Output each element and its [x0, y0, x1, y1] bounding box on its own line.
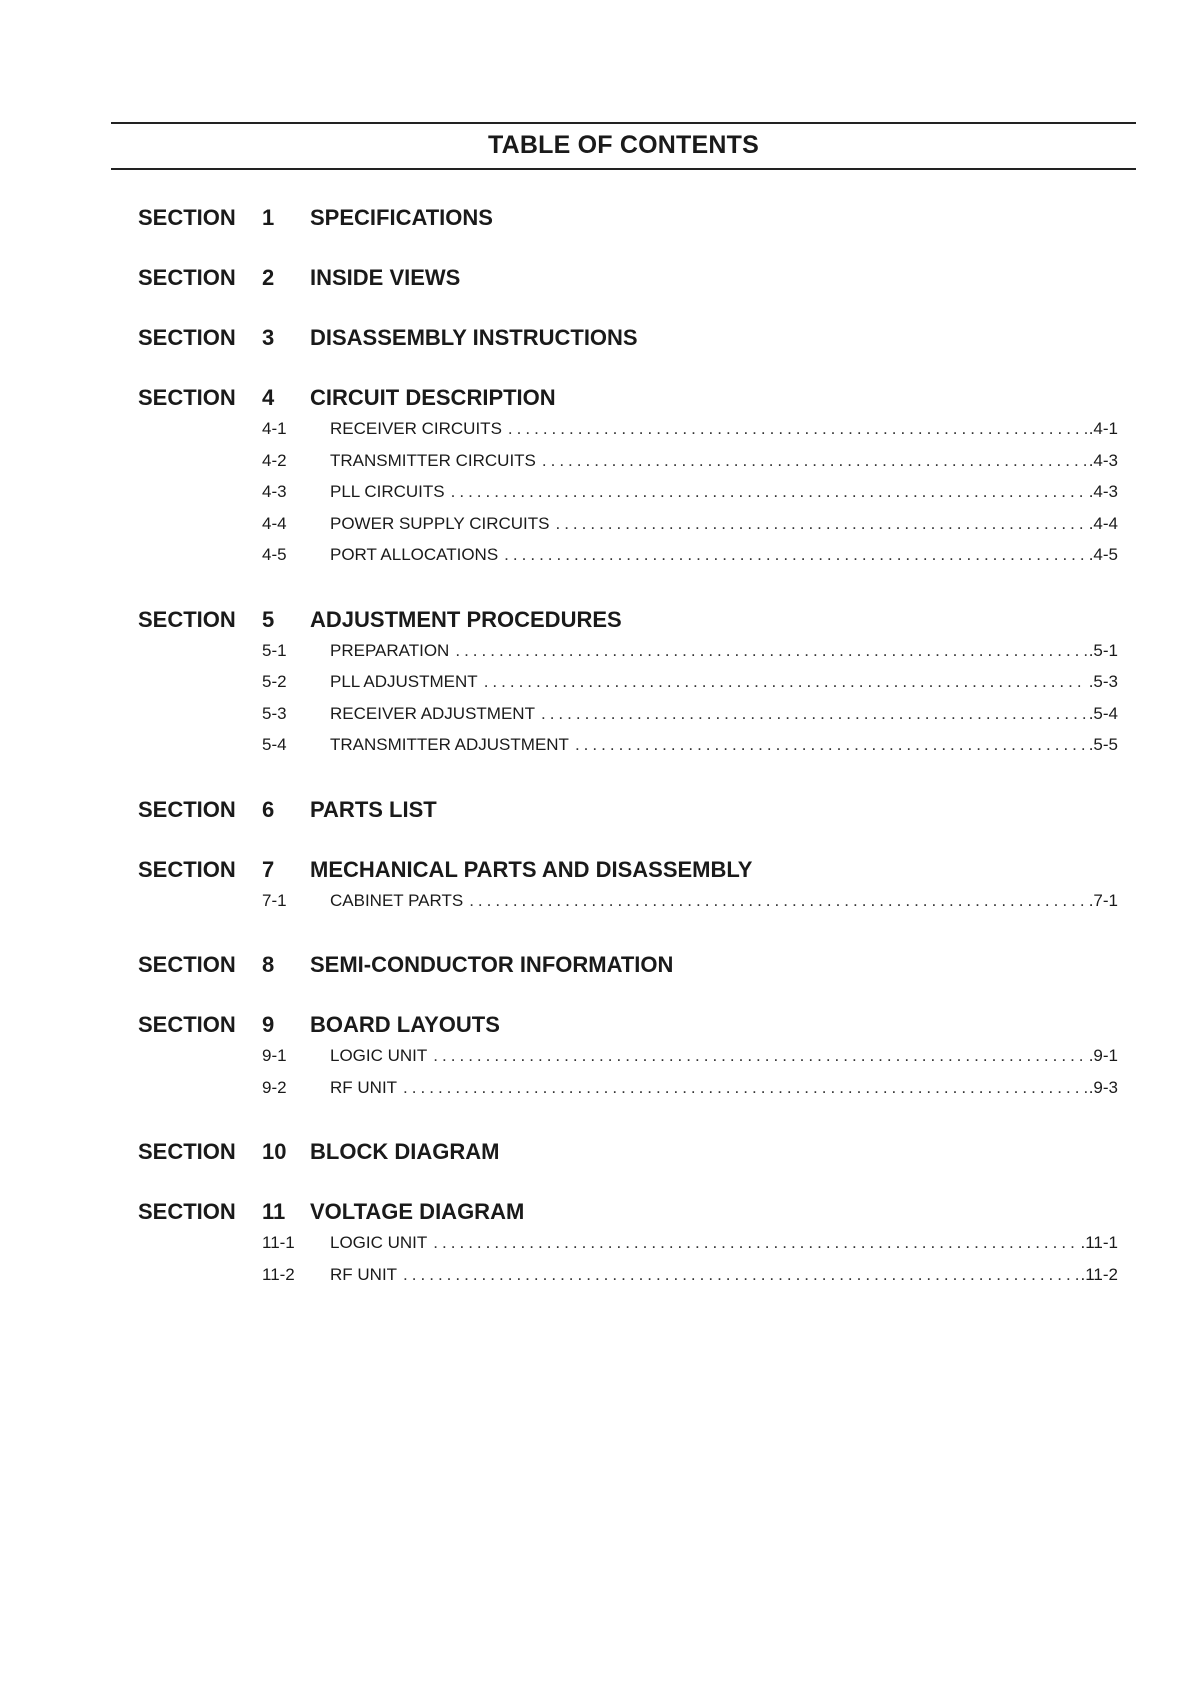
section-label: SECTION [138, 606, 236, 632]
section-number: 11 [262, 1199, 286, 1224]
subsection-title: CABINET PARTS [330, 890, 464, 910]
subsection-title: PLL ADJUSTMENT [330, 672, 478, 691]
section-title: PARTS LIST [310, 796, 437, 822]
subsection-list [138, 891, 1118, 923]
subsection-list [138, 1046, 1118, 1109]
section-number: 3 [262, 325, 275, 350]
subsection-entry[interactable] [138, 1046, 1118, 1078]
toc-section [138, 205, 1118, 235]
section-label: SECTION [138, 952, 236, 977]
section-heading[interactable] [138, 952, 1118, 982]
subsection-title: TRANSMITTER ADJUSTMENT [330, 735, 569, 754]
section-heading[interactable] [138, 205, 1118, 235]
toc-section [138, 325, 1118, 355]
subsection-number: 9-2 [262, 1077, 287, 1097]
section-label: SECTION [138, 265, 236, 290]
toc-section [138, 952, 1118, 982]
page-reference: .11-2 [1080, 1264, 1118, 1284]
dot-leader [484, 672, 1087, 692]
section-title: DISASSEMBLY INSTRUCTIONS [310, 325, 638, 350]
page-reference: .4-5 [1088, 545, 1118, 564]
section-label: SECTION [138, 796, 236, 822]
dot-leader [541, 704, 1087, 724]
section-number: 4 [262, 385, 275, 410]
section-title: MECHANICAL PARTS AND DISASSEMBLY [310, 856, 753, 882]
page-reference: .9-1 [1088, 1046, 1118, 1065]
table-of-contents [138, 205, 1118, 1326]
page-reference: .5-4 [1088, 703, 1118, 723]
subsection-title: LOGIC UNIT [330, 1233, 428, 1252]
section-number: 7 [262, 856, 275, 882]
dot-leader [469, 891, 1087, 911]
subsection-entry[interactable] [138, 482, 1118, 514]
section-heading[interactable] [138, 607, 1118, 637]
subsection-list [138, 641, 1118, 767]
page-reference: .4-3 [1088, 450, 1118, 470]
dot-leader [403, 1078, 1087, 1098]
subsection-title: RECEIVER ADJUSTMENT [330, 703, 535, 723]
page-reference: .5-3 [1088, 672, 1118, 691]
subsection-number: 4-3 [262, 482, 287, 501]
subsection-entry[interactable] [138, 672, 1118, 704]
subsection-title: TRANSMITTER CIRCUITS [330, 450, 536, 470]
section-label: SECTION [138, 1139, 236, 1164]
subsection-number: 4-2 [262, 450, 287, 470]
toc-section [138, 1199, 1118, 1296]
dot-leader [433, 1046, 1086, 1066]
page-reference: .7-1 [1088, 890, 1118, 910]
subsection-number: 4-5 [262, 545, 287, 564]
dot-leader [451, 482, 1087, 502]
section-label: SECTION [138, 1012, 236, 1037]
page-reference: .11-1 [1080, 1233, 1118, 1252]
section-heading[interactable] [138, 385, 1118, 415]
dot-leader [555, 514, 1086, 534]
page-title: TABLE OF CONTENTS [488, 131, 759, 159]
subsection-entry[interactable] [138, 704, 1118, 736]
subsection-list [138, 419, 1118, 577]
subsection-title: RF UNIT [330, 1264, 398, 1284]
section-number: 6 [262, 796, 275, 822]
section-label: SECTION [138, 325, 236, 350]
section-label: SECTION [138, 1199, 236, 1224]
section-heading[interactable] [138, 265, 1118, 295]
toc-section [138, 1012, 1118, 1109]
subsection-title: PREPARATION [330, 640, 450, 660]
section-label: SECTION [138, 205, 236, 230]
section-heading[interactable] [138, 1139, 1118, 1169]
page-reference: .5-1 [1088, 640, 1118, 660]
toc-section [138, 607, 1118, 767]
subsection-title: PLL CIRCUITS [330, 482, 445, 501]
section-title: BLOCK DIAGRAM [310, 1139, 500, 1164]
subsection-entry[interactable] [138, 545, 1118, 577]
section-number: 5 [262, 606, 275, 632]
dot-leader [575, 735, 1087, 755]
toc-section [138, 857, 1118, 923]
section-label: SECTION [138, 385, 236, 410]
dot-leader [403, 1265, 1078, 1285]
section-number: 9 [262, 1012, 275, 1037]
subsection-number: 4-4 [262, 513, 287, 533]
subsection-entry[interactable] [138, 514, 1118, 546]
dot-leader [504, 545, 1087, 565]
toc-section [138, 265, 1118, 295]
subsection-number: 4-1 [262, 419, 287, 438]
subsection-entry[interactable] [138, 1233, 1118, 1265]
header-rule-top [111, 122, 1136, 124]
subsection-entry[interactable] [138, 735, 1118, 767]
section-title: VOLTAGE DIAGRAM [310, 1199, 525, 1224]
subsection-number: 5-2 [262, 672, 287, 691]
subsection-list [138, 1233, 1118, 1296]
dot-leader [433, 1233, 1078, 1253]
subsection-title: RECEIVER CIRCUITS [330, 419, 502, 438]
subsection-entry[interactable] [138, 891, 1118, 923]
subsection-number: 9-1 [262, 1046, 287, 1065]
subsection-number: 5-3 [262, 703, 287, 723]
subsection-entry[interactable] [138, 641, 1118, 673]
header-rule-bottom [111, 168, 1136, 170]
toc-section [138, 797, 1118, 827]
page-reference: .9-3 [1088, 1077, 1118, 1097]
section-number: 10 [262, 1139, 287, 1164]
subsection-entry[interactable] [138, 419, 1118, 451]
page-reference: .4-3 [1088, 482, 1118, 501]
subsection-title: POWER SUPPLY CIRCUITS [330, 513, 550, 533]
subsection-entry[interactable] [138, 1265, 1118, 1297]
section-heading[interactable] [138, 797, 1118, 827]
subsection-entry[interactable] [138, 451, 1118, 483]
section-title: INSIDE VIEWS [310, 265, 461, 290]
page-reference: .4-4 [1088, 513, 1118, 533]
dot-leader [542, 451, 1087, 471]
section-title: SPECIFICATIONS [310, 205, 493, 230]
section-heading[interactable] [138, 1012, 1118, 1042]
dot-leader [508, 419, 1087, 439]
section-heading[interactable] [138, 857, 1118, 887]
subsection-entry[interactable] [138, 1078, 1118, 1110]
subsection-number: 5-4 [262, 735, 287, 754]
dot-leader [455, 641, 1086, 661]
subsection-number: 5-1 [262, 640, 287, 660]
section-number: 2 [262, 265, 275, 290]
section-heading[interactable] [138, 1199, 1118, 1229]
subsection-number: 7-1 [262, 890, 287, 910]
section-number: 1 [262, 205, 275, 230]
section-label: SECTION [138, 856, 236, 882]
subsection-number: 11-1 [262, 1233, 295, 1252]
section-title: BOARD LAYOUTS [310, 1012, 500, 1037]
subsection-title: RF UNIT [330, 1077, 398, 1097]
subsection-number: 11-2 [262, 1264, 295, 1284]
subsection-title: PORT ALLOCATIONS [330, 545, 499, 564]
page-reference: .5-5 [1088, 735, 1118, 754]
toc-section [138, 1139, 1118, 1169]
page-reference: .4-1 [1088, 419, 1118, 438]
section-title: ADJUSTMENT PROCEDURES [310, 606, 622, 632]
section-title: CIRCUIT DESCRIPTION [310, 385, 556, 410]
subsection-title: LOGIC UNIT [330, 1046, 428, 1065]
toc-section [138, 385, 1118, 577]
section-heading[interactable] [138, 325, 1118, 355]
section-number: 8 [262, 952, 275, 977]
section-title: SEMI-CONDUCTOR INFORMATION [310, 952, 674, 977]
